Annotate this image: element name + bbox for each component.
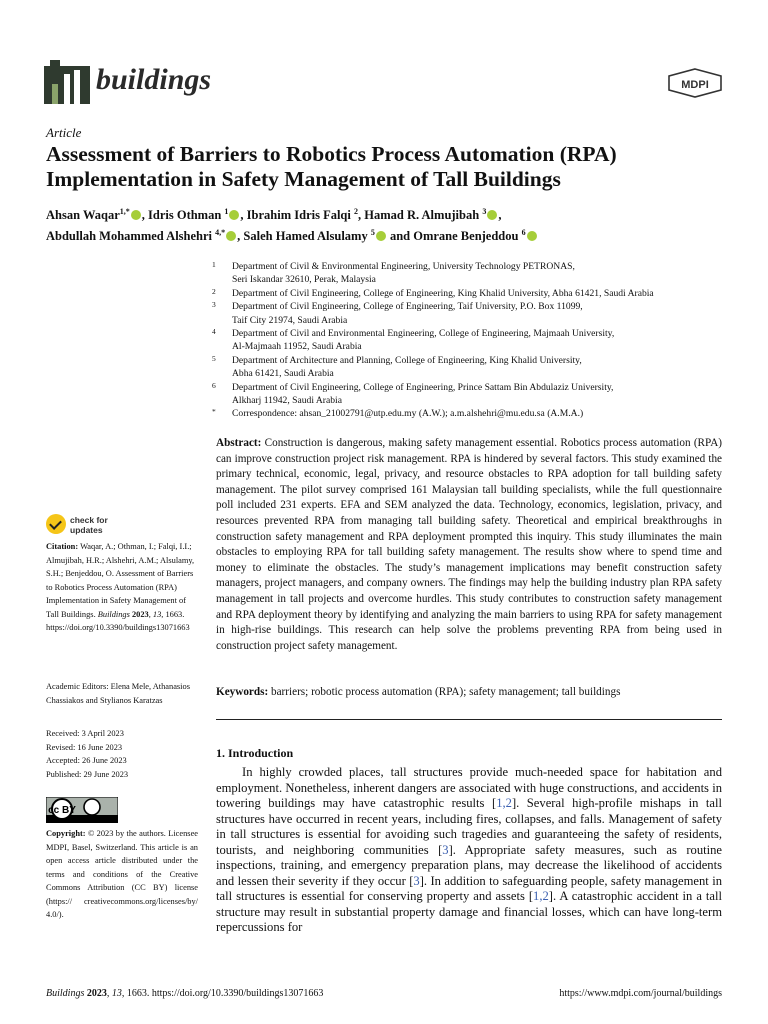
citation: Citation: Waqar, A.; Othman, I.; Falqi, I.I.; Almujibah, H.R.; Alshehri, A.M.; Alsulamy, S.H.; Benjeddou, O. Assessment of Barriers to Robotics Process Automation (RPA) Implementation in Safety Management of Tall Buildings. Buildings 2023, 13, 1663. https://doi.org/10.3390/buildings13071663 (46, 542, 195, 632)
orcid-icon[interactable] (487, 210, 497, 220)
affiliations (212, 260, 727, 421)
introduction-text: In highly crowded places, tall structures provide much-needed space for habitation and employment. Nonetheless, inherent dangers are associated with huge constructions, and accidents in towering buildings may have catastrophic results [1,2]. Several high-profile mishaps in tall structures have occurred in recent years, including fires, collapses, and falls. Management of safety in tall structures is essential for avoiding such tragedies and guaranteeing the safety of residents, tourists, and neighboring communities [3]. Appropriate safety measures, such as routine inspections, training, and emergency preparation plans, may decrease the likelihood of accidents and lessen their severity if they occur [3]. In addition to safeguarding people, safety management in tall structures is essential for conserving property and assets [1,2]. A catastrophic accident in a tall structure may result in substantial property damage and financial losses, which can have long-term repercussions for (216, 765, 723, 934)
affiliation-item: 5 Department of Architecture and Planning, College of Engineering, King Khalid University, Abha 61421, Saudi Arabia (212, 353, 582, 380)
citation-link[interactable]: 3 (442, 842, 449, 857)
cc-by-license-icon[interactable] (46, 797, 118, 823)
svg-text:cc BY: cc BY (48, 805, 76, 816)
author-name: Ahsan Waqar (46, 208, 120, 223)
journal-name: buildings (96, 63, 212, 96)
section-title: 1. Introduction (216, 746, 294, 760)
keywords: Keywords: barriers; robotic process automation (RPA); safety management; tall buildings (216, 686, 621, 698)
check-updates-icon (46, 514, 66, 534)
author-name: Ibrahim Idris Falqi (246, 208, 351, 223)
orcid-icon[interactable] (229, 210, 239, 220)
author-name: Idris Othman (148, 208, 222, 223)
citation-link[interactable]: 1,2 (533, 889, 549, 903)
orcid-icon[interactable] (376, 231, 386, 241)
publication-dates: Received: 3 April 2023 Revised: 16 June 2023 Accepted: 26 June 2023 Published: 29 June 2023 (46, 729, 129, 779)
affiliation-item: 4 Department of Civil and Environmental Engineering, College of Engineering, Majmaah University, Al-Majmaah 11952, Saudi Arabia (212, 327, 615, 353)
abstract: Abstract: Construction is dangerous, making safety management essential. Robotics process automation (RPA) can improve construction project risk management. RPA is hindered by several factors. This study examined the primary technical, economic, legal, privacy, and resource obstacles to RPA adoption for tall building safety management. The pilot survey comprised 161 Malaysian tall building specialists, while the full questionnaire poll included 231 experts. EFA and SEM analyzed the data. Technology, economics, legislation, privacy, and resources prevented RPA from managing tall building safety. Theoretical and empirical breakthroughs in construction safety management and RPA deployment prompted this inquiry. This study illuminates the main obstacles to employing RPA for tall building safety management. The results show where to spend time and money to eliminate the obstacles. The study’s management implications may benefit construction safety managers, project managers, and company owners. The findings may help the building industry plan RPA safety management in tall projects and overcome hurdles. This study contributes to construction safety management and RPA deployment theory by identifying and analyzing the main barriers to using RPA for safety management in high-rise buildings. This research can help solve the problems preventing RPA from being used in construction project safety management. (216, 437, 723, 652)
affiliation-item: * Correspondence: ahsan_21002791@utp.edu.my (A.W.); a.m.alshehri@mu.edu.sa (A.M.A.) (212, 407, 584, 420)
buildings-logo-icon (44, 60, 90, 104)
orcid-icon[interactable] (226, 231, 236, 241)
affiliation-item: 1 Department of Civil & Environmental Engineering, University Technology PETRONAS, Seri Iskandar 32610, Perak, Malaysia (212, 260, 575, 286)
paper-title: Assessment of Barriers to Robotics Process Automation (RPA) Implementation in Safety Management of Tall Buildings (46, 142, 617, 191)
affiliation-item: 2 Department of Civil Engineering, College of Engineering, King Khalid University, Abha 61421, Saudi Arabia (212, 286, 654, 299)
footer-citation: Buildings 2023, 13, 1663. https://doi.org/10.3390/buildings13071663 (46, 988, 324, 999)
section-divider (216, 719, 722, 720)
orcid-icon[interactable] (131, 210, 141, 220)
check-for-updates-button[interactable]: check for updates (46, 514, 166, 536)
author-name: Omrane Benjeddou (413, 229, 519, 244)
mdpi-logo-icon (667, 68, 723, 98)
author-name: Saleh Hamed Alsulamy (243, 229, 368, 244)
author-name: Abdullah Mohammed Alshehri (46, 229, 213, 244)
affiliation-item: 3 Department of Civil Engineering, College of Engineering, Taif University, P.O. Box 11099, Taif City 21974, Saudi Arabia (212, 300, 583, 326)
copyright-notice: Copyright: © 2023 by the authors. Licensee MDPI, Basel, Switzerland. This article is an open access article distributed under the terms and conditions of the Creative Commons Attribution (CC BY) license (https:// creativecommons.org/licenses/by/ 4.0/). (46, 829, 198, 919)
author-name: Hamad R. Almujibah (364, 208, 480, 223)
affiliation-item: 6 Department of Civil Engineering, College of Engineering, Prince Sattam Bin Abdulaziz University, Alkharj 11942, Saudi Arabia (212, 380, 614, 407)
footer-journal-link[interactable]: https://www.mdpi.com/journal/buildings (559, 988, 722, 999)
citation-link[interactable]: 3 (413, 873, 420, 888)
article-type: Article (46, 125, 82, 140)
academic-editors: Academic Editors: Elena Mele, Athanasios Chassiakos and Stylianos Karatzas (46, 682, 190, 705)
author-list: Ahsan Waqar$^{1,*}$ , Idris Othman $^1$ , Ibrahim Idris Falqi $^2$, Hamad R. Almujibah $^3$ , Abdullah Mohammed Alshehri $^{4,*}$ , Saleh Hamed Alsulamy $^5$ and Omrane Benjeddou $^6$ (46, 203, 726, 245)
citation-link[interactable]: 1,2 (496, 796, 512, 810)
mdpi-logo-text: MDPI (681, 79, 709, 91)
orcid-icon[interactable] (527, 231, 537, 241)
